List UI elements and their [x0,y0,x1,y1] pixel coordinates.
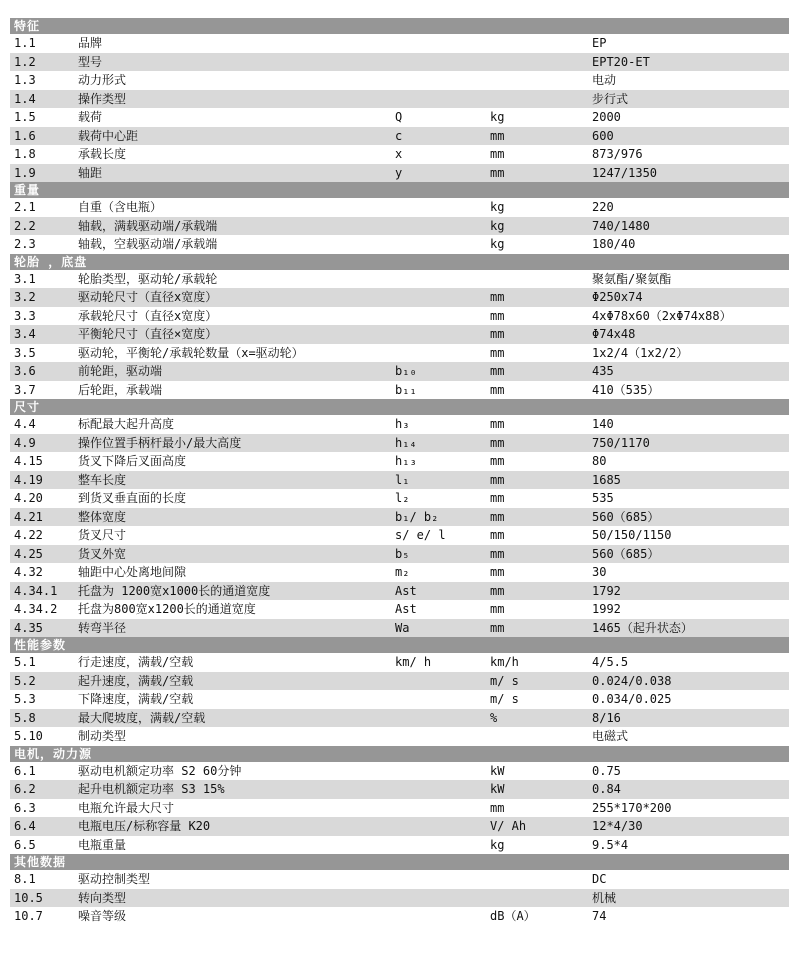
table-row [10,381,789,400]
table-row [10,762,789,781]
section-header: 电机，动力源 [10,746,789,762]
cell-unit: V/ Ah [490,819,527,833]
cell-symbol: h₁₃ [395,454,417,468]
spec-table [10,18,789,926]
table-row [10,690,789,709]
cell-no: 1.9 [14,165,36,180]
cell-value: 560（685） [592,546,660,561]
cell-no: 4.32 [14,565,43,579]
cell-symbol: b₅ [395,546,410,561]
cell-unit: mm [490,165,505,180]
cell-symbol: b₁/ b₂ [395,509,439,524]
cell-symbol: h₁₄ [395,435,417,450]
cell-desc: 前轮距，驱动端 [78,364,163,378]
cell-no: 2.3 [14,237,36,251]
cell-unit: mm [490,528,505,542]
cell-symbol: c [395,128,403,143]
table-row [10,870,789,889]
table-row [10,452,789,471]
cell-unit: kg [490,218,505,233]
cell-no: 10.7 [14,909,43,923]
table-row [10,108,789,127]
cell-no: 1.8 [14,147,36,161]
table-row [10,889,789,908]
section-header: 尺寸 [10,399,789,415]
cell-no: 4.34.2 [14,602,58,616]
cell-desc: 托盘为 1200宽x1000长的通道宽度 [78,583,271,598]
cell-unit: kg [490,837,505,852]
cell-no: 1.5 [14,110,36,124]
table-row [10,780,789,799]
cell-value: 560（685） [592,509,660,524]
cell-desc: 操作位置手柄杆最小/最大高度 [78,435,242,450]
cell-unit: mm [490,290,505,304]
cell-value: 1247/1350 [592,165,658,180]
cell-desc: 品牌 [78,36,103,50]
cell-unit: mm [490,620,505,635]
table-row [10,672,789,691]
cell-no: 1.3 [14,73,36,87]
cell-no: 3.3 [14,308,36,323]
cell-desc: 驱动控制类型 [78,872,151,886]
cell-no: 1.4 [14,91,36,106]
cell-no: 5.10 [14,729,43,743]
cell-no: 8.1 [14,872,36,886]
cell-desc: 载荷中心距 [78,128,139,143]
cell-value: 0.034/0.025 [592,692,672,706]
cell-value: 50/150/1150 [592,528,672,542]
cell-unit: kg [490,200,505,214]
cell-symbol: h₃ [395,417,410,431]
table-row [10,217,789,236]
cell-unit: km/h [490,655,519,669]
cell-desc: 轴载，满载驱动端/承载端 [78,218,218,233]
cell-value: 30 [592,565,607,579]
cell-desc: 承载长度 [78,147,127,161]
cell-no: 4.15 [14,454,43,468]
table-row [10,709,789,728]
cell-value: EPT20-ET [592,54,650,69]
cell-unit: mm [490,327,505,341]
cell-value: DC [592,872,607,886]
cell-symbol: Ast [395,602,417,616]
cell-symbol: km/ h [395,655,432,669]
cell-unit: mm [490,454,505,468]
table-row [10,508,789,527]
cell-value: 步行式 [592,91,629,106]
cell-value: 0.84 [592,782,621,796]
cell-value: 220 [592,200,614,214]
table-row [10,145,789,164]
cell-value: 1465（起升状态） [592,620,693,635]
table-row [10,619,789,638]
cell-unit: mm [490,509,505,524]
cell-symbol: Q [395,110,403,124]
section-header: 轮胎 ，底盘 [10,254,789,270]
cell-no: 1.6 [14,128,36,143]
table-row [10,582,789,601]
cell-value: Φ250x74 [592,290,643,304]
cell-value: 80 [592,454,607,468]
table-row [10,434,789,453]
cell-symbol: y [395,165,403,180]
cell-no: 4.35 [14,620,43,635]
cell-value: 873/976 [592,147,643,161]
cell-desc: 到货叉垂直面的长度 [78,491,187,505]
table-row [10,415,789,434]
cell-no: 3.1 [14,271,36,286]
cell-value: 0.75 [592,763,621,778]
cell-value: 435 [592,364,614,378]
cell-unit: mm [490,417,505,431]
cell-unit: mm [490,147,505,161]
table-row [10,71,789,90]
table-row [10,307,789,326]
cell-unit: mm [490,128,505,143]
cell-no: 5.8 [14,710,36,725]
cell-value: 9.5*4 [592,837,629,852]
cell-value: 740/1480 [592,218,650,233]
cell-no: 1.1 [14,36,36,50]
cell-value: 1992 [592,602,621,616]
cell-no: 4.19 [14,472,43,487]
table-row [10,270,789,289]
table-row [10,563,789,582]
cell-unit: mm [490,364,505,378]
cell-value: 74 [592,909,607,923]
table-row [10,545,789,564]
cell-desc: 噪音等级 [78,909,127,923]
table-row [10,489,789,508]
cell-desc: 后轮距，承载端 [78,382,163,397]
cell-desc: 下降速度，满载/空载 [78,692,194,706]
cell-unit: kW [490,782,505,796]
cell-value: 1685 [592,472,621,487]
cell-unit: kW [490,763,505,778]
cell-value: 聚氨酯/聚氨酯 [592,271,672,286]
cell-desc: 驱动轮，平衡轮/承载轮数量（x=驱动轮） [78,345,304,360]
cell-desc: 标配最大起升高度 [78,417,175,431]
cell-desc: 轴距 [78,165,103,180]
cell-symbol: b₁₁ [395,382,417,397]
cell-symbol: l₁ [395,472,410,487]
cell-value: 600 [592,128,614,143]
cell-no: 5.2 [14,673,36,688]
cell-value: 机械 [592,890,617,905]
cell-no: 4.34.1 [14,583,58,598]
cell-symbol: s/ e/ l [395,528,446,542]
cell-no: 3.6 [14,364,36,378]
cell-no: 4.9 [14,435,36,450]
cell-unit: mm [490,308,505,323]
cell-unit: m/ s [490,673,519,688]
cell-value: 2000 [592,110,621,124]
table-row [10,90,789,109]
cell-desc: 整车长度 [78,472,127,487]
cell-unit: mm [490,435,505,450]
cell-value: Φ74x48 [592,327,636,341]
section-header: 特征 [10,18,789,34]
cell-no: 3.5 [14,345,36,360]
cell-desc: 货叉下降后叉面高度 [78,454,187,468]
cell-unit: mm [490,602,505,616]
cell-no: 6.1 [14,763,36,778]
table-row [10,907,789,926]
cell-desc: 行走速度，满载/空载 [78,655,194,669]
table-row [10,198,789,217]
cell-desc: 电瓶重量 [78,837,127,852]
cell-no: 4.25 [14,546,43,561]
cell-desc: 载荷 [78,110,103,124]
section-header: 性能参数 [10,637,789,653]
cell-unit: dB（A） [490,909,536,923]
cell-value: 180/40 [592,237,636,251]
cell-desc: 起升电机额定功率 S3 15% [78,782,225,796]
cell-desc: 货叉外宽 [78,546,127,561]
table-row [10,526,789,545]
cell-symbol: b₁₀ [395,364,417,378]
cell-desc: 型号 [78,54,103,69]
table-row [10,34,789,53]
cell-unit: kg [490,237,505,251]
table-row [10,325,789,344]
table-row [10,799,789,818]
cell-desc: 驱动轮尺寸（直径x宽度） [78,290,218,304]
cell-desc: 电瓶电压/标称容量 K20 [78,819,211,833]
cell-value: EP [592,36,607,50]
cell-value: 12*4/30 [592,819,643,833]
section-header: 其他数据 [10,854,789,870]
table-row [10,817,789,836]
cell-desc: 自重（含电瓶） [78,200,163,214]
cell-desc: 操作类型 [78,91,127,106]
cell-unit: mm [490,800,505,815]
cell-desc: 货叉尺寸 [78,528,127,542]
cell-no: 3.2 [14,290,36,304]
cell-no: 6.5 [14,837,36,852]
cell-unit: kg [490,110,505,124]
cell-no: 2.2 [14,218,36,233]
cell-no: 3.4 [14,327,36,341]
cell-desc: 托盘为800宽x1200长的通道宽度 [78,602,256,616]
cell-desc: 轮胎类型，驱动轮/承载轮 [78,271,218,286]
cell-desc: 制动类型 [78,729,127,743]
table-row [10,164,789,183]
cell-no: 6.2 [14,782,36,796]
table-row [10,727,789,746]
cell-unit: mm [490,491,505,505]
cell-value: 410（535） [592,382,660,397]
cell-value: 电动 [592,73,617,87]
table-row [10,344,789,363]
cell-unit: mm [490,345,505,360]
cell-no: 6.3 [14,800,36,815]
cell-no: 6.4 [14,819,36,833]
cell-no: 2.1 [14,200,36,214]
cell-unit: mm [490,472,505,487]
table-row [10,600,789,619]
cell-unit: mm [490,565,505,579]
table-row [10,235,789,254]
table-row [10,53,789,72]
cell-desc: 转向类型 [78,890,127,905]
table-row [10,836,789,855]
cell-value: 8/16 [592,710,621,725]
cell-desc: 轴载，空载驱动端/承载端 [78,237,218,251]
cell-value: 140 [592,417,614,431]
cell-no: 10.5 [14,890,43,905]
cell-desc: 整体宽度 [78,509,127,524]
table-row [10,471,789,490]
cell-no: 4.20 [14,491,43,505]
cell-symbol: m₂ [395,565,410,579]
cell-symbol: l₂ [395,491,410,505]
table-row [10,127,789,146]
cell-value: 255*170*200 [592,800,672,815]
cell-value: 1x2/4（1x2/2） [592,345,689,360]
cell-desc: 承载轮尺寸（直径x宽度） [78,308,218,323]
cell-value: 电磁式 [592,729,629,743]
cell-value: 1792 [592,583,621,598]
cell-unit: mm [490,382,505,397]
cell-desc: 电瓶允许最大尺寸 [78,800,175,815]
cell-symbol: Ast [395,583,417,598]
cell-no: 4.4 [14,417,36,431]
cell-desc: 平衡轮尺寸（直径×宽度） [78,327,218,341]
cell-desc: 动力形式 [78,73,127,87]
cell-value: 750/1170 [592,435,650,450]
cell-symbol: x [395,147,403,161]
cell-desc: 起升速度，满载/空载 [78,673,194,688]
cell-value: 0.024/0.038 [592,673,672,688]
section-header: 重量 [10,182,789,198]
cell-no: 5.3 [14,692,36,706]
cell-symbol: Wa [395,620,410,635]
cell-value: 4/5.5 [592,655,629,669]
table-row [10,653,789,672]
cell-no: 4.21 [14,509,43,524]
cell-value: 535 [592,491,614,505]
table-row [10,288,789,307]
table-row [10,362,789,381]
cell-desc: 轴距中心处离地间隙 [78,565,187,579]
cell-desc: 最大爬坡度，满载/空载 [78,710,206,725]
cell-unit: % [490,710,498,725]
cell-no: 4.22 [14,528,43,542]
cell-desc: 转弯半径 [78,620,127,635]
cell-unit: m/ s [490,692,519,706]
cell-value: 4xΦ78x60（2xΦ74x88） [592,308,732,323]
cell-no: 3.7 [14,382,36,397]
cell-unit: mm [490,583,505,598]
cell-no: 5.1 [14,655,36,669]
cell-unit: mm [490,546,505,561]
cell-no: 1.2 [14,54,36,69]
cell-desc: 驱动电机额定功率 S2 60分钟 [78,763,242,778]
